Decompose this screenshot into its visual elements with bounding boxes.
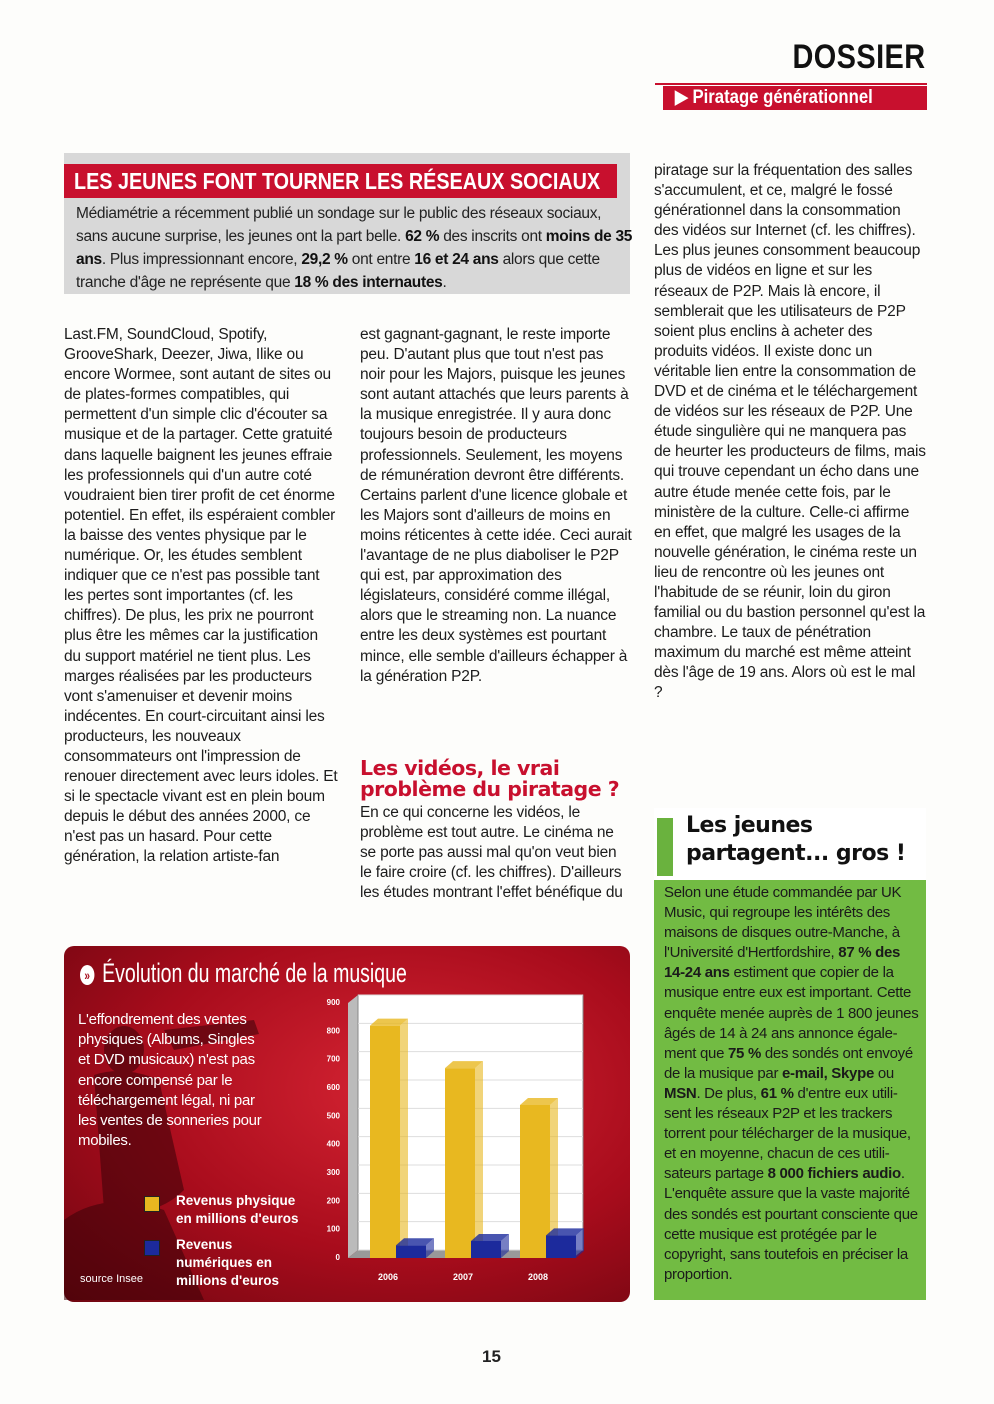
sidebar-stat: 8 000 fichiers audio	[767, 1165, 901, 1183]
intro-box-title	[64, 164, 617, 198]
y-tick-label: 500	[326, 1111, 340, 1121]
bar-digital	[396, 1245, 426, 1258]
bar-digital	[471, 1241, 501, 1258]
sidebar-title	[686, 812, 905, 868]
chart-source: source Insee	[80, 1273, 143, 1285]
intro-box-title-text: LES JEUNES FONT TOURNER LES RÉSEAUX SOCIAUX	[74, 168, 601, 194]
bar-physical	[370, 1026, 400, 1258]
y-tick-label: 200	[326, 1196, 340, 1206]
y-tick-label: 900	[326, 998, 340, 1007]
sidebar-text-run: . De plus,	[696, 1084, 761, 1102]
intro-stat: 18 % des internautes	[294, 274, 443, 291]
legend-swatch-physical	[144, 1196, 160, 1212]
y-tick-label: 700	[326, 1054, 340, 1064]
y-tick-label: 800	[326, 1026, 340, 1036]
chart-title-text: Évolution du marché de la musique	[102, 958, 407, 988]
bar-physical-side	[475, 1061, 483, 1258]
x-tick-label: 2006	[377, 1272, 399, 1282]
sidebar-stat: 61 %	[760, 1084, 794, 1102]
sidebar-text-run: . L'enquête assure que la vaste majorité des sondés est pourtant consciente que cette musique est protégée par le copyright, sans toutefois en préciser la proportion.	[664, 1165, 918, 1283]
sidebar-stat: MSN	[664, 1084, 697, 1102]
y-tick-label: 600	[326, 1083, 340, 1092]
sidebar-text-run: Selon une étude commandée par UK Music, qui regroupe les intérêts des maisons de disques outre-Manche, à l'Université d'Hertfordshire,	[664, 884, 902, 962]
section-title: DOSSIER	[792, 38, 926, 76]
bar-physical	[520, 1105, 550, 1258]
sidebar-stat: 87 % des 14-24 ans	[664, 944, 901, 982]
header-rule	[655, 83, 927, 85]
chart-title	[80, 958, 528, 989]
intro-text: Médiamétrie a récemment publié un sondage sur le public des réseaux sociaux, sans aucune surprise, les jeunes ont la part belle.	[76, 205, 602, 245]
bar-digital	[546, 1235, 576, 1258]
intro-text: des inscrits ont	[439, 228, 546, 245]
intro-stat: moins de 35 ans	[76, 228, 633, 268]
plot-side-wall	[348, 995, 358, 1258]
intro-stat: 16 et 24 ans	[414, 251, 499, 268]
article-column-3: piratage sur la fréquentation des salles s'accumulent, et ce, malgré le fossé générationnel dans la consommation des vidéos sur Internet (cf. les chiffres). Les plus jeunes consomment beaucoup plus de vidéos en ligne et sur les réseaux de P2P. Mais là encore, il semblerait que les utilisateurs de P2P soient plus enclins à acheter des produits vidéos. Il existe donc un véritable lien entre la consommation de DVD et de cinéma et le téléchargement de vidéos sur les réseaux de P2P. Une étude singulière qui ne manquera pas de heurter les producteurs de films, mais qui trouve cependant un écho dans une autre étude menée cette fois, par le ministère de la culture. Celle-ci affirme en effet, que malgré les usages de la nouvelle génération, le cinéma reste un lieu de rencontre où les jeunes ont l'habitude de se réunir, loin du giron familial ou du bastion personnel qu'est la chambre. Le taux de pénétration maximum du marché est même atteint dès l'âge de 19 ans. Alors où est le mal ?	[654, 162, 926, 702]
article-column-2-continued: En ce qui concerne les vidéos, le problème est tout autre. Le cinéma ne se porte pas aussi mal qu'on veut bien le faire croire (cf. les chiffres). D'ailleurs les études montrant l'effet bénéfique du	[360, 804, 623, 902]
sidebar-text	[664, 883, 920, 1285]
x-tick-label: 2007	[452, 1272, 474, 1282]
intro-stat: 62 %	[405, 228, 440, 245]
page-number: 15	[482, 1347, 501, 1366]
subsection-banner	[663, 86, 927, 110]
y-tick-label: 100	[326, 1224, 340, 1234]
sidebar-text-run: des sondés ont envoyé de la musique par	[664, 1044, 913, 1082]
bar-physical	[445, 1068, 475, 1258]
sidebar-text-run: ou	[874, 1064, 894, 1082]
intro-text: . Plus impressionnant encore,	[101, 251, 302, 268]
legend-label-digital: Revenus numériques en millions d'euros	[176, 1237, 279, 1288]
intro-text: alors que cette tranche d'âge ne représente que	[76, 251, 600, 291]
sidebar-stat: 75 %	[728, 1044, 762, 1062]
sidebar-title-line: Les jeunes	[686, 813, 813, 838]
intro-text: .	[442, 274, 447, 291]
legend-swatch-digital	[144, 1240, 160, 1256]
intro-text: ont entre	[347, 251, 415, 268]
sidebar-accent-bar	[657, 818, 673, 876]
y-tick-label: 0	[335, 1253, 340, 1262]
article-subheading: Les vidéos, le vrai problème du piratage ?	[360, 756, 620, 801]
x-tick-label: 2008	[527, 1272, 549, 1282]
intro-box-text	[76, 202, 636, 294]
intro-stat: 29,2 %	[301, 251, 348, 268]
article-column-2: est gagnant-gagnant, le reste importe peu. D'autant plus que tout n'est pas noir pour les Majors, puisque les jeunes sont autant attachés que leurs parents à la musique enregistrée. Il y aura donc toujours besoin de producteurs professionnels. Seulement, les moyens de rémunération devront être différents. Certains parlent d'une licence globale et les Majors sont d'ailleurs de moins en moins réticentes à cette idée. Ceci aurait l'avantage de ne plus diaboliser le P2P qui est, par approximation des législateurs, considéré comme illégal, alors que le streaming non. La nuance entre les deux systèmes est pourtant mince, elle semble d'ailleurs échapper à la génération P2P.	[360, 326, 632, 685]
article-column-1: Last.FM, SoundCloud, Spotify, GrooveShark, Deezer, Jiwa, Ilike ou encore Wormee, sont autant de sites ou de plates-formes compatibles, qui permettent d'un simple clic d'écouter sa musique et de la partager. Cette gratuité dans laquelle baignent les jeunes effraie les professionnels qui d'un autre coté voudraient bien tirer profit de cet énorme potentiel. En effet, ils espéraient combler la baisse des ventes physique par le numérique. Or, les études semblent indiquer que ce n'est pas possible tant les pertes sont importantes (cf. les chiffres). De plus, les prix ne pourront plus être les mêmes car la justification du support matériel ne tient plus. Les marges réalisées par les producteurs vont s'amenuiser et devenir moins indécentes. En court-circuitant ainsi les producteurs, les nouveaux consommateurs ont l'impression de renouer directement avec leurs idoles. Et si le spectacle vivant est en plein boum depuis le début des années 2000, ce n'est pas un hasard. Pour cette génération, la relation artiste-fan	[64, 326, 338, 866]
sidebar-text-run: estiment que copier de la musique entre eux est important. Cette enquête menée auprès de 1 800 jeunes âgés de 14 à 24 ans annonce égale-ment que	[664, 964, 919, 1062]
y-tick-label: 400	[326, 1139, 340, 1149]
y-tick-label: 300	[326, 1168, 340, 1177]
subsection-label: ▶ Piratage générationnel	[675, 87, 873, 108]
bar-physical-side	[400, 1019, 408, 1258]
chart-description: L'effondrement des ventes physiques (Albums, Singles et DVD musicaux) n'est pas encore compensé par le téléchargement légal, ni par les ventes de sonneries pour mobiles.	[78, 1011, 262, 1150]
sidebar-text-run: d'entre eux utili-sent les réseaux P2P et les trackers torrent pour télécharger de la musique, et en moyenne, chacun de ces utili-sateurs partage	[664, 1084, 911, 1183]
bar-chart	[300, 990, 600, 1290]
sidebar-stat: e-mail, Skype	[782, 1064, 874, 1082]
arrow-icon: »	[80, 965, 94, 985]
legend-label-physical: Revenus physique en millions d'euros	[176, 1193, 299, 1226]
sidebar-title-line: partagent... gros !	[686, 841, 906, 866]
